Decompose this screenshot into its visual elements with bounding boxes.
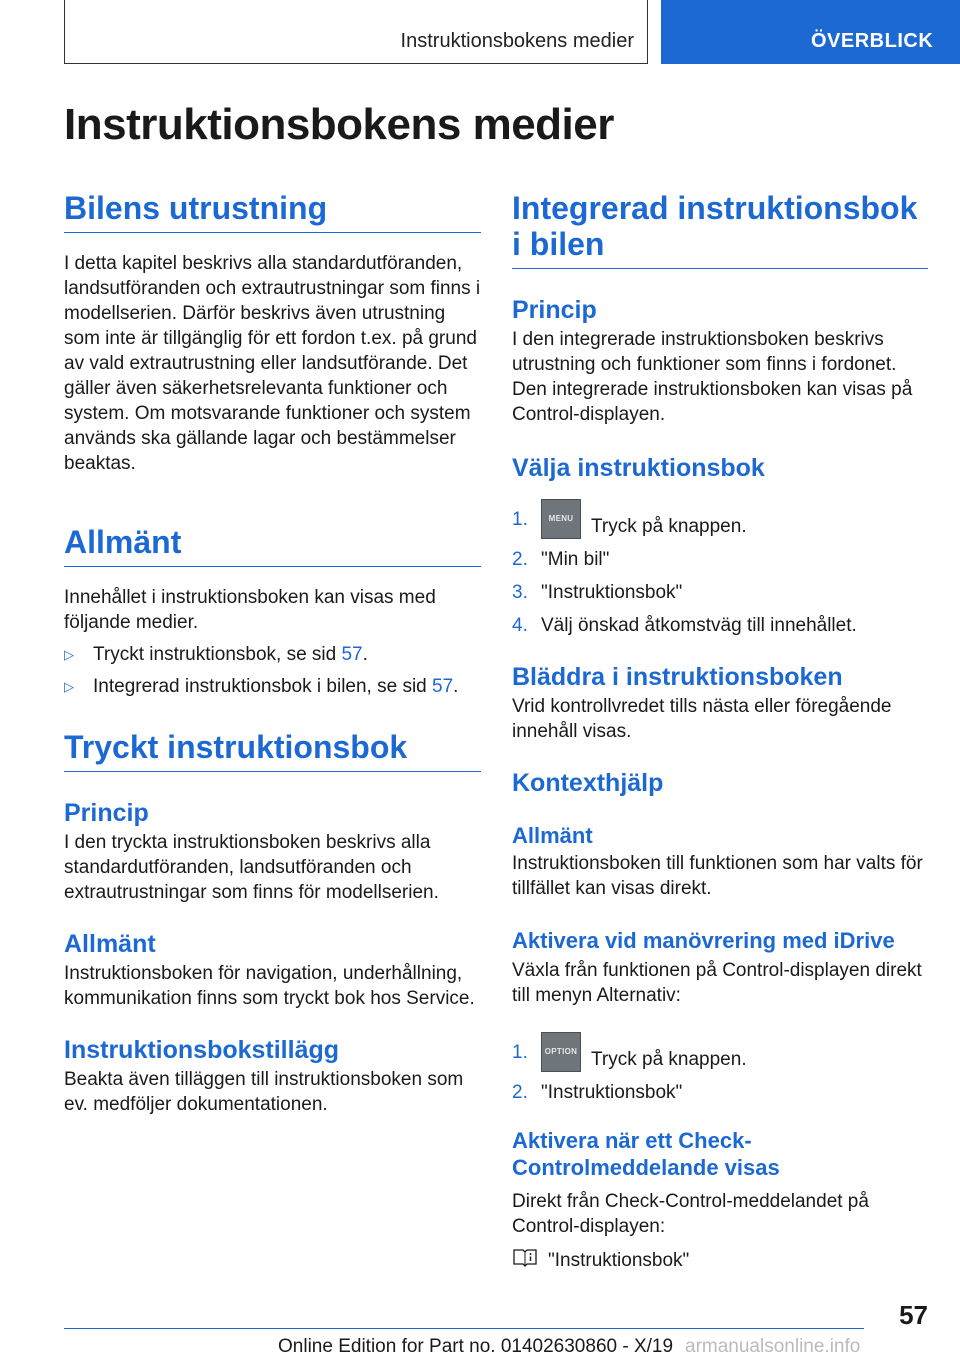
step-text: Tryck på knappen. — [591, 516, 747, 538]
watermark: armanualsonline.info — [685, 1336, 861, 1357]
step-text: "Min bil" — [541, 549, 610, 570]
list-item-end: . — [362, 644, 368, 665]
subheading-aktivera-idrive: Aktivera vid manövrering med iDrive — [512, 928, 895, 953]
list-item-text: Tryckt instruktionsbok, se sid — [93, 644, 342, 665]
footer-divider — [64, 1328, 864, 1329]
paragraph-bladdra: Vrid kontrollvredet tills nästa eller föregående innehåll visas. — [512, 696, 892, 742]
list-item — [512, 1247, 928, 1274]
paragraph-kontext-allmant: Instruktionsboken till funktionen som har valts för tillfället kan visas direkt. — [512, 853, 923, 899]
right-column — [512, 190, 928, 1274]
list-item — [512, 613, 928, 638]
step-text: "Instruktionsbok" — [541, 582, 683, 603]
step-number: 4. — [512, 615, 528, 636]
subheading-princip: Princip — [64, 799, 149, 827]
step-text: Välj önskad åtkomstväg till innehållet. — [541, 615, 857, 636]
heading-allmant: Allmänt — [64, 524, 481, 567]
heading-integrerad-instruktionsbok: Integrerad instruktionsbok i bilen — [512, 190, 928, 269]
paragraph-princip: I den tryckta instruktionsboken beskrivs alla standardutföranden, landsutföranden och extrautrustningar som finns för modellserien. — [64, 832, 439, 903]
item-text: "Instruktionsbok" — [548, 1250, 690, 1271]
left-column — [64, 190, 481, 1117]
subheading-princip: Princip — [512, 296, 597, 324]
subheading-kontexthjalp: Kontexthjälp — [512, 769, 664, 797]
paragraph-check-control: Direkt från Check-Control-meddelandet på Control-displayen: — [512, 1191, 869, 1237]
triangle-bullet-icon: ▷ — [64, 679, 74, 694]
list-item — [64, 674, 481, 699]
subheading-allmant: Allmänt — [512, 823, 593, 848]
subheading-bladdra: Bläddra i instruktionsboken — [512, 663, 843, 691]
page-link[interactable]: 57 — [341, 644, 363, 665]
list-item — [512, 1040, 928, 1080]
step-number: 2. — [512, 1082, 528, 1103]
header-section-title: Instruktionsbokens medier — [400, 30, 634, 52]
list-item — [512, 1080, 928, 1105]
step-text: Tryck på knappen. — [591, 1049, 747, 1071]
heading-tryckt-instruktionsbok: Tryckt instruktionsbok — [64, 729, 481, 772]
step-number: 1. — [512, 1042, 528, 1063]
step-text: "Instruktionsbok" — [541, 1082, 683, 1103]
subheading-aktivera-check-control: Aktivera när ett Check-Controlmeddelande visas — [512, 1128, 780, 1180]
book-info-icon — [512, 1247, 548, 1274]
header-section-box — [64, 0, 648, 64]
list-item — [64, 642, 481, 667]
page-number: 57 — [899, 1300, 928, 1330]
paragraph-allmant: Innehållet i instruktionsboken kan visas med följande medier. — [64, 587, 436, 633]
step-number: 2. — [512, 549, 528, 570]
paragraph-allmant-tryckt: Instruktionsboken för navigation, underhållning, kommunikation finns som tryckt bok hos Service. — [64, 963, 475, 1009]
header-chapter-label: ÖVERBLICK — [811, 30, 934, 52]
footer-edition: Online Edition for Part no. 01402630860 - X/19 — [278, 1336, 674, 1357]
heading-bilens-utrustning: Bilens utrustning — [64, 190, 481, 233]
page-link[interactable]: 57 — [432, 676, 454, 697]
list-item — [512, 580, 928, 605]
paragraph-princip-integrerad: I den integrerade instruktionsboken beskrivs utrustning och funktioner som finns i fordonet. Den integrerade instruktionsboken kan visas på Control-displayen. — [512, 329, 913, 425]
step-number: 3. — [512, 582, 528, 603]
paragraph-tillagg: Beakta även tilläggen till instruktionsboken som ev. medföljer dokumentationen. — [64, 1069, 464, 1115]
paragraph-aktivera-idrive: Växla från funktionen på Control-displayen direkt till menyn Alternativ: — [512, 960, 922, 1006]
paragraph-bilens-utrustning: I detta kapitel beskrivs alla standardutföranden, landsutföranden och extrautrustningar som finns i modellserien. Därför beskrivs även utrustning som inte är tillgänglig för ett fordon t.ex. på grund av vald extrautrustning eller landsutförande. Det gäller även säkerhetsrelevanta funktioner och system. Om motsvarande funktioner och system används ska gällande lagar och bestämmelser beaktas. — [64, 253, 481, 474]
step-number: 1. — [512, 509, 528, 530]
subheading-allmant: Allmänt — [64, 930, 156, 958]
list-item — [512, 547, 928, 572]
subheading-valja-instruktionsbok: Välja instruktionsbok — [512, 454, 765, 482]
page-title: Instruktionsbokens medier — [64, 100, 614, 149]
triangle-bullet-icon: ▷ — [64, 647, 74, 662]
list-item-end: . — [453, 676, 459, 697]
subheading-tillagg: Instruktionsbokstillägg — [64, 1036, 340, 1064]
option-button-icon: OPTION — [541, 1032, 581, 1072]
menu-button-icon: MENU — [541, 499, 581, 539]
list-item — [512, 507, 928, 547]
list-item-text: Integrerad instruktionsbok i bilen, se sid — [93, 676, 433, 697]
header-chapter-tab[interactable] — [661, 0, 960, 64]
